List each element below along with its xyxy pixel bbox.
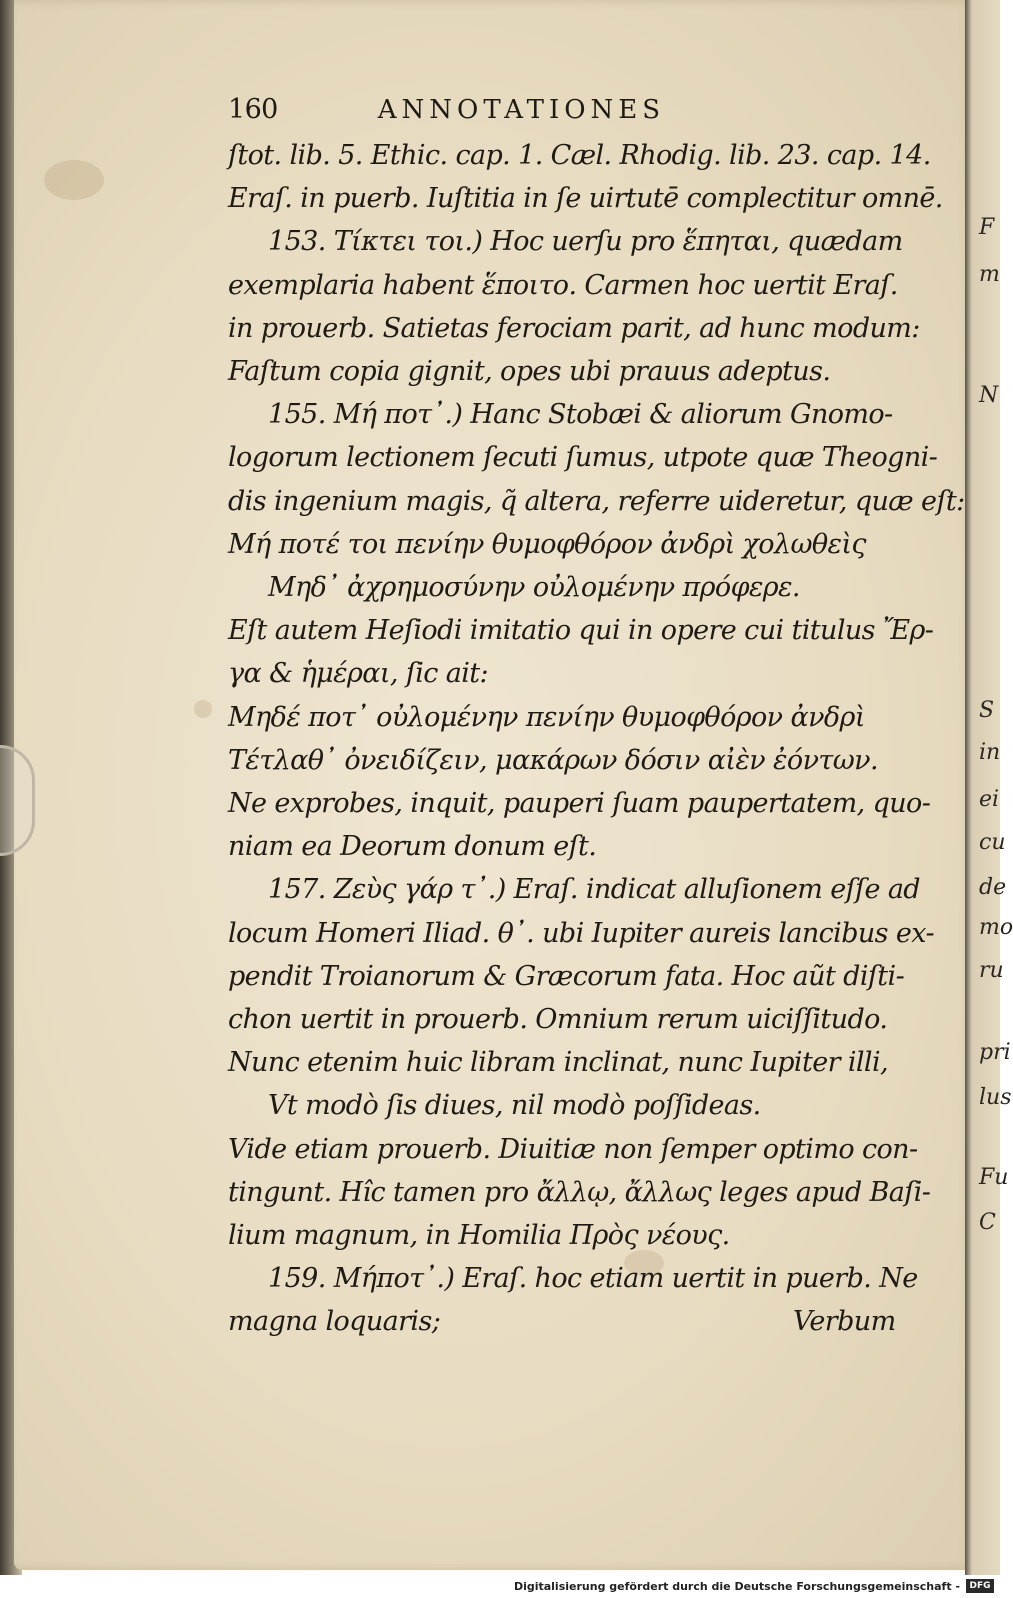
- text-line: exemplaria habent ἕποιτο. Carmen hoc uertit Eraſ.: [228, 269, 898, 301]
- facing-page-fragment: in: [979, 740, 1001, 765]
- text-line: 153. Τίκτει τοι.) Hoc uerſu pro ἕπηται, quædam: [268, 226, 903, 258]
- text-line: Eraſ. in puerb. Iuſtitia in ſe uirtutē complectitur omnē.: [228, 183, 943, 215]
- footer-bar: [0, 1575, 1000, 1598]
- text-line: Faſtum copia gignit, opes ubi prauus adeptus.: [228, 356, 831, 387]
- facing-page-fragment: lus: [979, 1085, 1012, 1110]
- facing-page-fragment: S: [979, 698, 995, 723]
- facing-page-fragment: ei: [979, 787, 1000, 812]
- catchword: Verbum: [793, 1306, 896, 1338]
- text-line: 159. Μήποτ᾽.) Eraſ. hoc etiam uertit in puerb. Ne: [268, 1263, 918, 1295]
- text-line: pendit Troianorum & Græcorum fata. Hoc aũt diſti-: [228, 960, 905, 992]
- text-line: tingunt. Hîc tamen pro ἄλλῳ, ἄλλως leges apud Baſi-: [228, 1176, 931, 1208]
- text-line: Eſt autem Heſiodi imitatio qui in opere cui titulus Ἔρ-: [228, 615, 934, 647]
- text-line: chon uertit in prouerb. Omnium rerum uiciſſitudo.: [228, 1004, 888, 1035]
- facing-page-fragment: mo: [979, 915, 1013, 940]
- facing-page-fragment: C: [979, 1210, 996, 1235]
- text-line: γα & ἡμέραι, ſic ait:: [228, 658, 489, 690]
- page-clip: [0, 745, 35, 856]
- text-line: lium magnum, in Homilia Πρὸς νέους.: [228, 1220, 730, 1251]
- facing-page-fragment: N: [979, 383, 999, 408]
- text-line: Μηδ᾽ ἀχρημοσύνην οὐλομένην πρόφερε.: [268, 572, 800, 603]
- dfg-logo: DFG: [966, 1579, 994, 1593]
- text-line: Nunc etenim huic libram inclinat, nunc Iupiter illi,: [228, 1047, 888, 1079]
- text-line: locum Homeri Iliad. θ᾽. ubi Iupiter aureis lancibus ex-: [228, 917, 934, 949]
- facing-page-fragment: ru: [979, 958, 1004, 983]
- facing-page-fragment: de: [979, 875, 1007, 900]
- text-line: niam ea Deorum donum eſt.: [228, 831, 597, 863]
- text-line: Ne exprobes, inquit, pauperi ſuam paupertatem, quo-: [228, 788, 931, 819]
- funding-credit: Digitalisierung gefördert durch die Deutsche Forschungsgemeinschaft -: [513, 1580, 960, 1593]
- text-line: dis ingenium magis, q̃ altera, referre uideretur, quæ eſt:: [228, 485, 965, 517]
- facing-page-fragment: cu: [979, 830, 1006, 855]
- page-header: [228, 90, 665, 130]
- text-line: Μηδέ ποτ᾽ οὐλομένην πενίην θυμοφθόρον ἀνδρὶ: [228, 701, 865, 733]
- facing-page-fragment: F: [979, 215, 995, 240]
- running-head: ANNOTATIONES: [377, 95, 666, 125]
- text-line: in prouerb. Satietas ferociam parit, ad hunc modum:: [228, 312, 920, 344]
- text-line: magna loquaris;: [228, 1306, 441, 1338]
- text-line: 155. Μή ποτ᾽.) Hanc Stobæi & aliorum Gnomo-: [268, 399, 893, 431]
- text-line: Vt modò ſis diues, nil modò poſſideas.: [268, 1090, 761, 1122]
- paper-stain: [194, 700, 212, 718]
- text-line: Μή ποτέ τοι πενίην θυμοφθόρον ἀνδρὶ χολωθεὶς: [228, 528, 866, 560]
- facing-page-fragment: Fu: [979, 1165, 1009, 1190]
- text-line: 157. Ζεὺς γάρ τ᾽.) Eraſ. indicat alluſionem eſſe ad: [268, 874, 920, 906]
- text-line: Τέτλαθ᾽ ὀνειδίζειν, μακάρων δόσιν αἰὲν ἐόντων.: [228, 744, 878, 776]
- facing-page-fragment: pri: [979, 1040, 1011, 1065]
- facing-page-edge: [965, 0, 1013, 1575]
- text-line: logorum lectionem ſecuti ſumus, utpote quæ Theogni-: [228, 442, 938, 474]
- paper-stain: [44, 160, 104, 200]
- facing-page-fragment: m: [979, 262, 1000, 287]
- text-line: ſtot. lib. 5. Ethic. cap. 1. Cæl. Rhodig. lib. 23. cap. 14.: [228, 140, 931, 171]
- text-line: Vide etiam prouerb. Diuitiæ non ſemper optimo con-: [228, 1133, 918, 1165]
- page-number: 160: [228, 94, 278, 125]
